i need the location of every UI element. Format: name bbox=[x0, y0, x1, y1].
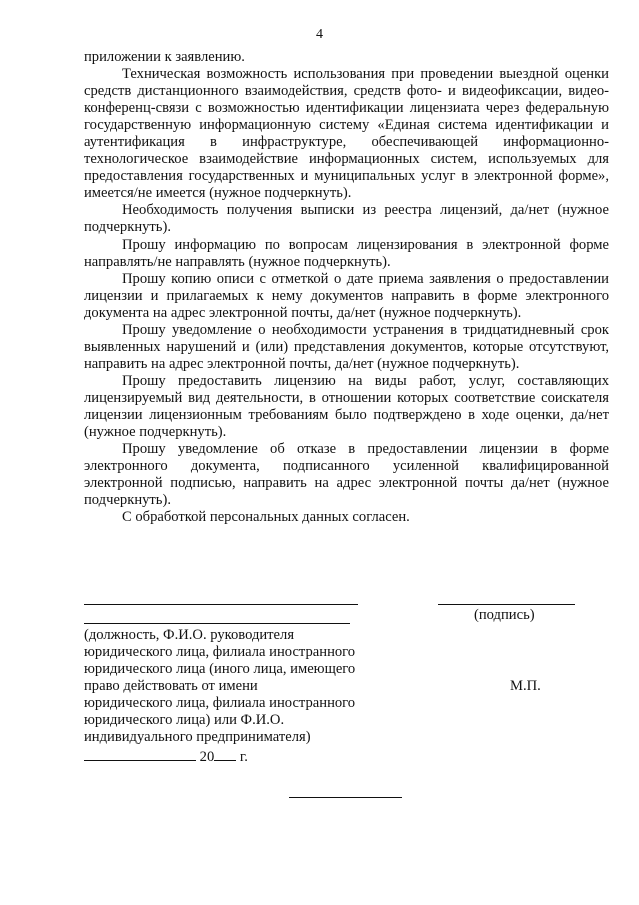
signer-description-line: юридического лица, филиала иностранного bbox=[84, 644, 356, 660]
signer-description-line: (должность, Ф.И.О. руководителя bbox=[84, 627, 295, 643]
signature-line[interactable] bbox=[438, 604, 575, 605]
paragraph-inventory-copy: Прошу копию описи с отметкой о дате приема заявления о предоставлении лицензии и прилагаемых к нему документов направить в форме электронного документа на адрес электронной почты, да/нет (нужное подчеркнуть). bbox=[84, 270, 609, 321]
signer-description-line: право действовать от имени bbox=[84, 678, 258, 694]
signature-caption: (подпись) bbox=[474, 607, 535, 623]
signer-description bbox=[84, 627, 384, 746]
paragraph-attachment-continuation: приложении к заявлению. bbox=[84, 49, 245, 65]
date-year-prefix: 20 bbox=[199, 749, 215, 765]
paragraph-personal-data-consent: С обработкой персональных данных согласен. bbox=[122, 509, 410, 526]
paragraph-license-scope: Прошу предоставить лицензию на виды работ, услуг, составляющих лицензируемый вид деятельности, в отношении которых соответствие соискателя лицензии лицензионным требованиям было подтверждено в ходе оценки, да/нет (нужное подчеркнуть). bbox=[84, 372, 609, 441]
signer-name-line-1[interactable] bbox=[84, 604, 358, 605]
signer-description-line: юридического лица, филиала иностранного bbox=[84, 695, 356, 711]
document-body bbox=[84, 49, 609, 526]
paragraph-registry-extract: Необходимость получения выписки из реестра лицензий, да/нет (нужное подчеркнуть). bbox=[84, 202, 609, 236]
paragraph-remote-assessment-capability: Техническая возможность использования при проведении выездной оценки средств дистанционного взаимодействия, средств фото- и видеофиксации, видео-конференц-связи с возможностью идентификации лицензиата через федеральную государственную информационную систему «Единая система идентификации и аутентификация в инфраструктуре, обеспечивающей информационно-технологическое взаимодействие информационных систем, используемых для предоставления государственных и муниципальных услуг в электронной форме», имеется/не имеется (нужное подчеркнуть). bbox=[84, 66, 609, 202]
stamp-placeholder: М.П. bbox=[510, 678, 541, 694]
signer-description-line: юридического лица (иного лица, имеющего bbox=[84, 661, 356, 677]
paragraph-violation-notice: Прошу уведомление о необходимости устранения в тридцатидневный срок выявленных нарушений и (или) представления документов, которые отсутствуют, направить на адрес электронной почты, да/нет (нужное подчеркнуть). bbox=[84, 321, 609, 372]
paragraph-refusal-notice: Прошу уведомление об отказе в предоставлении лицензии в форме электронного документа, подписанного усиленной квалифицированной электронной подписью, направить на адрес электронной почты да/нет (нужное подчеркнуть). bbox=[84, 441, 609, 509]
signer-name-line-2[interactable] bbox=[84, 623, 350, 624]
bottom-rule bbox=[289, 797, 402, 798]
signer-description-line: индивидуального предпринимателя) bbox=[84, 729, 311, 745]
date-day-month-field[interactable] bbox=[84, 747, 196, 761]
signer-description-line: юридического лица) или Ф.И.О. bbox=[84, 712, 285, 728]
paragraph-electronic-information: Прошу информацию по вопросам лицензирования в электронной форме направлять/не направлять (нужное подчеркнуть). bbox=[84, 236, 609, 270]
page-number: 4 bbox=[316, 27, 323, 42]
date-year-suffix: г. bbox=[236, 749, 248, 765]
date-row bbox=[84, 747, 248, 766]
date-year-field[interactable] bbox=[214, 747, 236, 761]
